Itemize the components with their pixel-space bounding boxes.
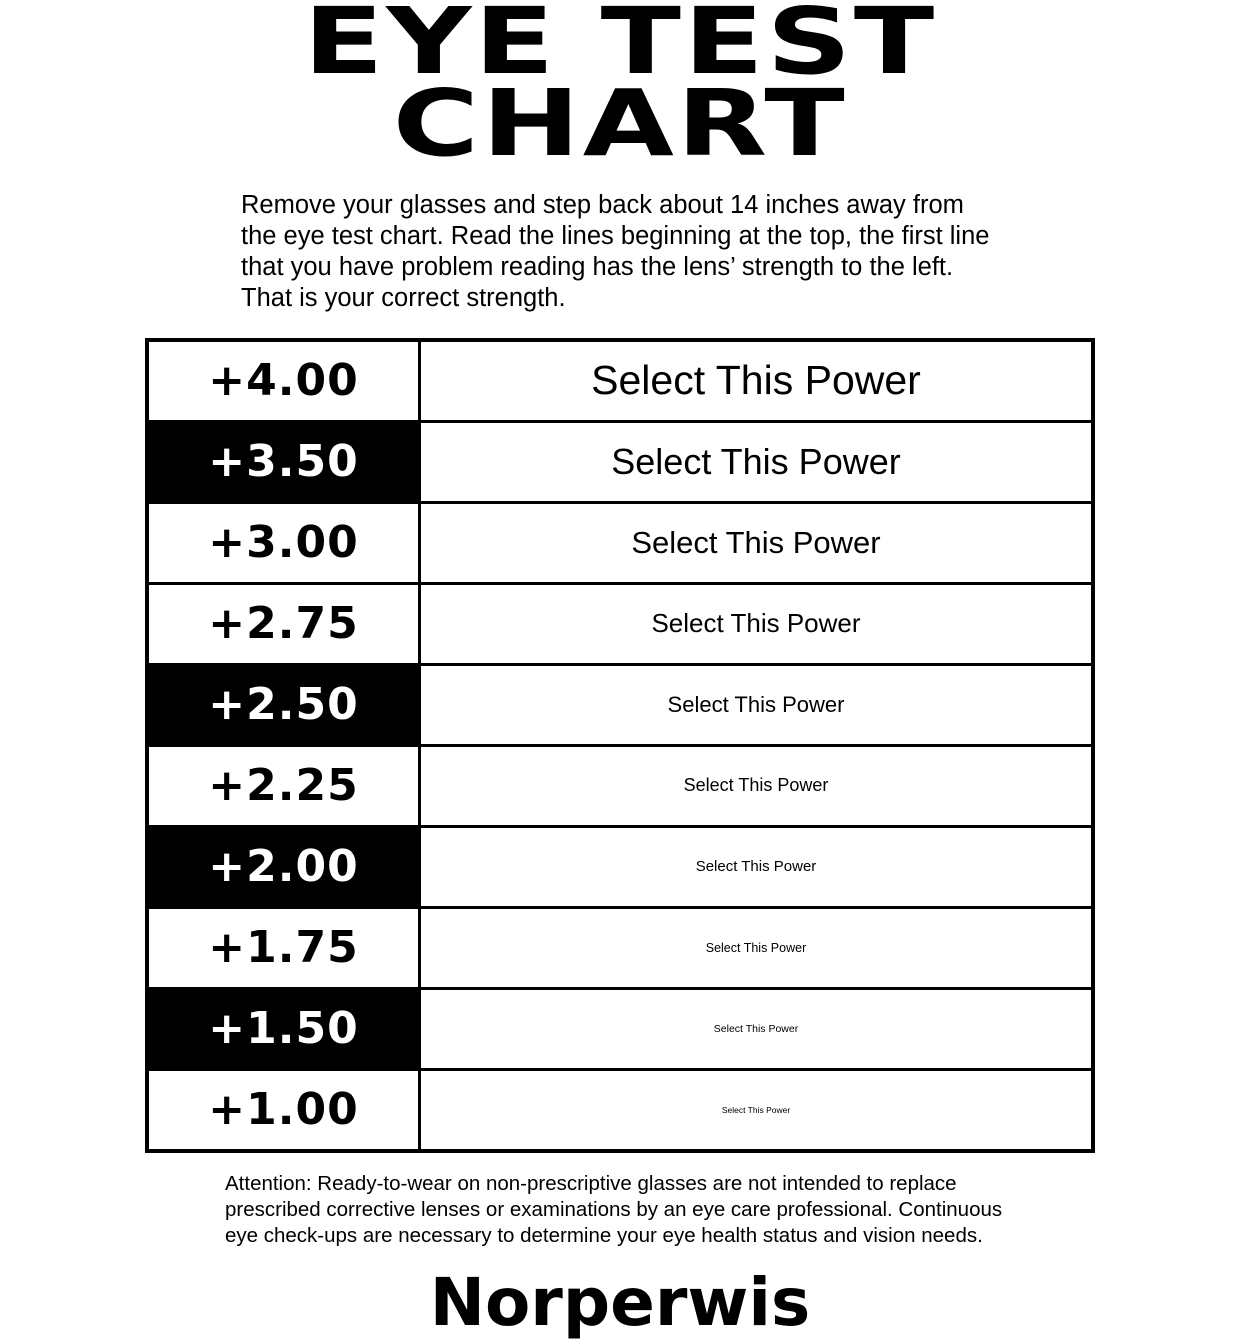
select-power-text: Select This Power (421, 504, 1091, 582)
power-value: +2.25 (149, 747, 421, 825)
power-value: +2.00 (149, 828, 421, 906)
page-title (0, 0, 1240, 177)
power-value: +2.75 (149, 585, 421, 663)
attention-disclaimer: Attention: Ready-to-wear on non-prescriptive glasses are not intended to replace prescribed corrective lenses or examinations by an eye care professional. Continuous eye check-ups are necessary to determine your eye health status and vision needs. (225, 1171, 1003, 1248)
select-power-text: Select This Power (421, 990, 1091, 1068)
table-row (149, 585, 1091, 666)
table-row (149, 747, 1091, 828)
power-value: +4.00 (149, 342, 421, 420)
select-power-text: Select This Power (421, 342, 1091, 420)
brand-name: Norperwis (429, 1263, 811, 1341)
power-chart-table (145, 338, 1095, 1153)
table-row (149, 828, 1091, 909)
power-value: +3.00 (149, 504, 421, 582)
select-power-text: Select This Power (421, 909, 1091, 987)
select-power-text: Select This Power (421, 828, 1091, 906)
table-row (149, 990, 1091, 1071)
table-row (149, 666, 1091, 747)
power-value: +3.50 (149, 423, 421, 501)
select-power-text: Select This Power (421, 1071, 1091, 1149)
table-row (149, 423, 1091, 504)
power-value: +2.50 (149, 666, 421, 744)
select-power-text: Select This Power (421, 423, 1091, 501)
table-row (149, 1071, 1091, 1149)
power-value: +1.75 (149, 909, 421, 987)
table-row (149, 504, 1091, 585)
select-power-text: Select This Power (421, 585, 1091, 663)
power-value: +1.00 (149, 1071, 421, 1149)
table-row (149, 342, 1091, 423)
title-line-2: CHART (392, 69, 848, 177)
table-row (149, 909, 1091, 990)
power-value: +1.50 (149, 990, 421, 1068)
title-line-1: EYE TEST (303, 0, 937, 95)
instructions-text: Remove your glasses and step back about 14 inches away from the eye test chart. Read the lines beginning at the top, the first line that you have problem reading has the lens’ strength to the left. That is your correct strength. (241, 190, 990, 312)
select-power-text: Select This Power (421, 666, 1091, 744)
select-power-text: Select This Power (421, 747, 1091, 825)
